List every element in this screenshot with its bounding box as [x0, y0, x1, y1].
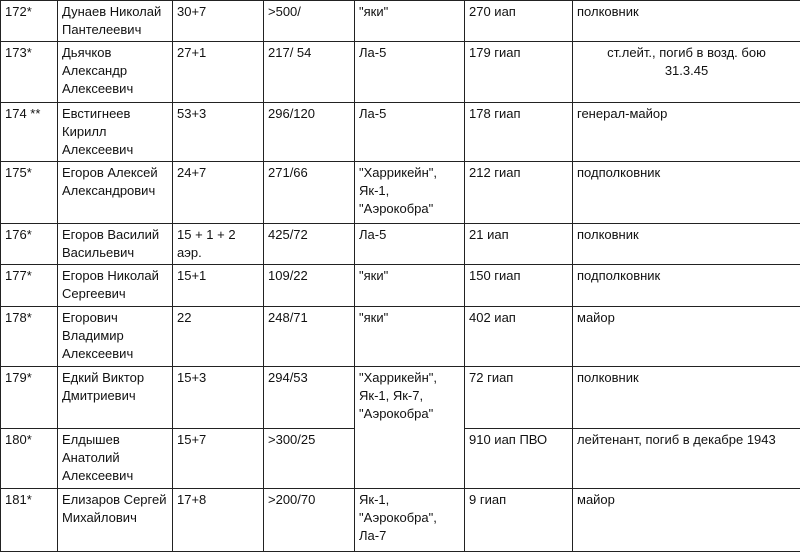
cell-sorties: 217/ 54: [264, 42, 355, 103]
cell-number: 178*: [1, 307, 58, 367]
cell-regiment: 150 гиап: [465, 265, 573, 307]
cell-pilot-name: Дьячков Александр Алексеевич: [58, 42, 173, 103]
cell-regiment: 270 иап: [465, 1, 573, 42]
cell-sorties: 248/71: [264, 307, 355, 367]
cell-rank: подполковник: [573, 265, 800, 307]
cell-victories: 30+7: [173, 1, 264, 42]
cell-number: 177*: [1, 265, 58, 307]
cell-rank: майор: [573, 489, 800, 552]
cell-number: 180*: [1, 429, 58, 489]
cell-pilot-name: Елдышев Анатолий Алексеевич: [58, 429, 173, 489]
cell-sorties: 109/22: [264, 265, 355, 307]
cell-victories: 53+3: [173, 103, 264, 162]
cell-victories: 24+7: [173, 162, 264, 224]
cell-pilot-name: Дунаев Николай Пантелеевич: [58, 1, 173, 42]
cell-number: 176*: [1, 224, 58, 265]
cell-aircraft: "яки": [355, 1, 465, 42]
table-row: [1, 489, 800, 552]
table-row: [1, 1, 800, 42]
cell-aircraft: Ла-5: [355, 103, 465, 162]
table-row: [1, 103, 800, 162]
table-row: [1, 42, 800, 103]
table-row: [1, 367, 800, 429]
cell-sorties: 296/120: [264, 103, 355, 162]
cell-aircraft: "яки": [355, 307, 465, 367]
cell-sorties: >300/25: [264, 429, 355, 489]
cell-rank: полковник: [573, 224, 800, 265]
cell-sorties: 271/66: [264, 162, 355, 224]
cell-number: 173*: [1, 42, 58, 103]
cell-aircraft: Ла-5: [355, 42, 465, 103]
cell-aircraft: "Харрикейн", Як-1, Як-7, "Аэрокобра": [355, 367, 465, 489]
cell-number: 175*: [1, 162, 58, 224]
table-row: [1, 307, 800, 367]
table-body: [1, 1, 800, 552]
cell-sorties: 294/53: [264, 367, 355, 429]
cell-victories: 15+7: [173, 429, 264, 489]
cell-regiment: 178 гиап: [465, 103, 573, 162]
cell-rank: полковник: [573, 1, 800, 42]
cell-aircraft: "яки": [355, 265, 465, 307]
table-row: [1, 265, 800, 307]
cell-victories: 15+1: [173, 265, 264, 307]
cell-rank: подполковник: [573, 162, 800, 224]
cell-aircraft: "Харрикейн", Як-1, "Аэрокобра": [355, 162, 465, 224]
cell-regiment: 72 гиап: [465, 367, 573, 429]
cell-pilot-name: Егоров Василий Васильевич: [58, 224, 173, 265]
cell-pilot-name: Егоров Николай Сергеевич: [58, 265, 173, 307]
cell-rank: ст.лейт., погиб в возд. бою 31.3.45: [573, 42, 800, 103]
cell-aircraft: Ла-5: [355, 224, 465, 265]
cell-sorties: >200/70: [264, 489, 355, 552]
cell-rank: генерал-майор: [573, 103, 800, 162]
cell-sorties: >500/: [264, 1, 355, 42]
cell-number: 179*: [1, 367, 58, 429]
cell-rank: лейтенант, погиб в декабре 1943: [573, 429, 800, 489]
cell-pilot-name: Егоров Алексей Александрович: [58, 162, 173, 224]
table-row: [1, 162, 800, 224]
cell-number: 172*: [1, 1, 58, 42]
cell-regiment: 402 иап: [465, 307, 573, 367]
cell-aircraft: Як-1, "Аэрокобра", Ла-7: [355, 489, 465, 552]
cell-regiment: 212 гиап: [465, 162, 573, 224]
cell-pilot-name: Елизаров Сергей Михайлович: [58, 489, 173, 552]
cell-victories: 15+3: [173, 367, 264, 429]
cell-number: 174 **: [1, 103, 58, 162]
cell-rank: майор: [573, 307, 800, 367]
cell-rank: полковник: [573, 367, 800, 429]
table-row: [1, 224, 800, 265]
cell-sorties: 425/72: [264, 224, 355, 265]
cell-regiment: 21 иап: [465, 224, 573, 265]
cell-victories: 17+8: [173, 489, 264, 552]
cell-pilot-name: Егорович Владимир Алексеевич: [58, 307, 173, 367]
cell-pilot-name: Евстигнеев Кирилл Алексеевич: [58, 103, 173, 162]
cell-victories: 22: [173, 307, 264, 367]
cell-regiment: 910 иап ПВО: [465, 429, 573, 489]
cell-regiment: 9 гиап: [465, 489, 573, 552]
cell-victories: 27+1: [173, 42, 264, 103]
cell-number: 181*: [1, 489, 58, 552]
cell-regiment: 179 гиап: [465, 42, 573, 103]
cell-pilot-name: Едкий Виктор Дмитриевич: [58, 367, 173, 429]
cell-victories: 15 + 1 + 2 аэр.: [173, 224, 264, 265]
